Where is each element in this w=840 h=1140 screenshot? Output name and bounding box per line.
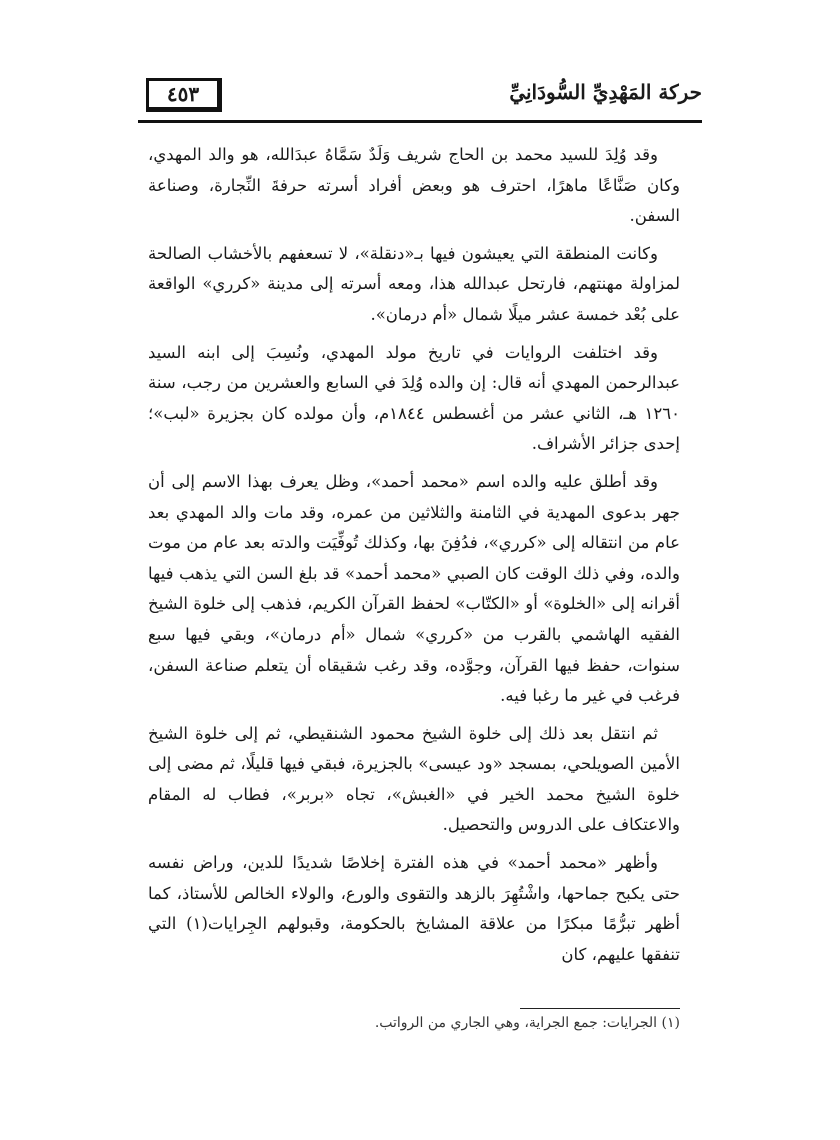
paragraph-6: وأظهر «محمد أحمد» في هذه الفترة إخلاصًا شديدًا للدين، وراض نفسه حتى يكبح جماحها، واشْتُهِرَ بالزهد والتقوى والورع، والولاء الخالص للأستاذ، كما أظهر تبرُّمًا مبكرًا من علاقة المشايخ بالحكومة، وقبولهم الجِرايات(١) التي تنفقها عليهم، كان [148,853,681,964]
paragraph-5: ثم انتقل بعد ذلك إلى خلوة الشيخ محمود الشنقيطي، ثم إلى خلوة الشيخ الأمين الصويلحي، بمسجد «ود عيسى» بالجزيرة، فبقي فيها قليلًا، ثم مضى إلى خلوة الشيخ محمد الخير في «الغبش»، تجاه «بربر»، فطاب له المقام والاعتكاف على الدروس والتحصيل. [148,723,680,835]
paragraph-2: وكانت المنطقة التي يعيشون فيها بـ«دنقلة»، لا تسعفهم بالأخشاب الصالحة لمزاولة مهنتهم، فارتحل عبدالله هذا، ومعه أسرته إلى مدينة «كرري» الواقعة على بُعْد خمسة عشر ميلًا شمال «أم درمان». [148,243,680,324]
paragraph-1: وقد وُلِدَ للسيد محمد بن الحاج شريف وَلَدٌ سَمَّاهُ عبدَالله، هو والد المهدي، وكان صَنَّاعًا ماهرًا، احترف هو وبعض أفراد أسرته حرفةَ النِّجارة، وصناعة السفن. [148,145,680,226]
paragraph-4: وقد أطلق عليه والده اسم «محمد أحمد»، وظل يعرف بهذا الاسم إلى أن جهر بدعوى المهدية في الثامنة والثلاثين من عمره، وقد مات والد المهدي بعد عام من انتقاله إلى «كرري»، فدُفِنَ بها، وكذلك تُوفِّيَت والدته بعد عام من موت والده، وفي ذلك الوقت كان الصبي «محمد أحمد» قد بلغ السن التي يذهب فيها أقرانه إلى «الخلوة» أو «الكتّاب» لحفظ القرآن الكريم، فذهب إلى خلوة الشيخ الفقيه الهاشمي بالقرب من «كرري» شمال «أم درمان»، وبقي فيها سبع سنوات، حفظ فيها القرآن، وجوَّده، وقد رغب شقيقاه أن يتعلم صناعة السفن، فرغب في غير ما رغبا فيه. [148,471,680,706]
page-number: ٤٥٣ [146,78,222,112]
footnote: (١) الجرايات: جمع الجراية، وهي الجاري من الرواتب. [374,1015,680,1031]
page-header [138,76,702,126]
body-text [148,140,680,977]
footnote-rule [520,1008,680,1009]
paragraph-3: وقد اختلفت الروايات في تاريخ مولد المهدي، ونُسِبَ إلى ابنه السيد عبدالرحمن المهدي أنه قال: إن والده وُلِدَ في السابع والعشرين من رجب، سنة ١٢٦٠ هـ، الثاني عشر من أغسطس ١٨٤٤م، وأن مولده كان بجزيرة «لبب»؛ إحدى جزائر الأشراف. [148,342,680,454]
header-rule [138,120,702,123]
running-title: حركة المَهْدِيِّ السُّودَانِيِّ [509,80,702,104]
